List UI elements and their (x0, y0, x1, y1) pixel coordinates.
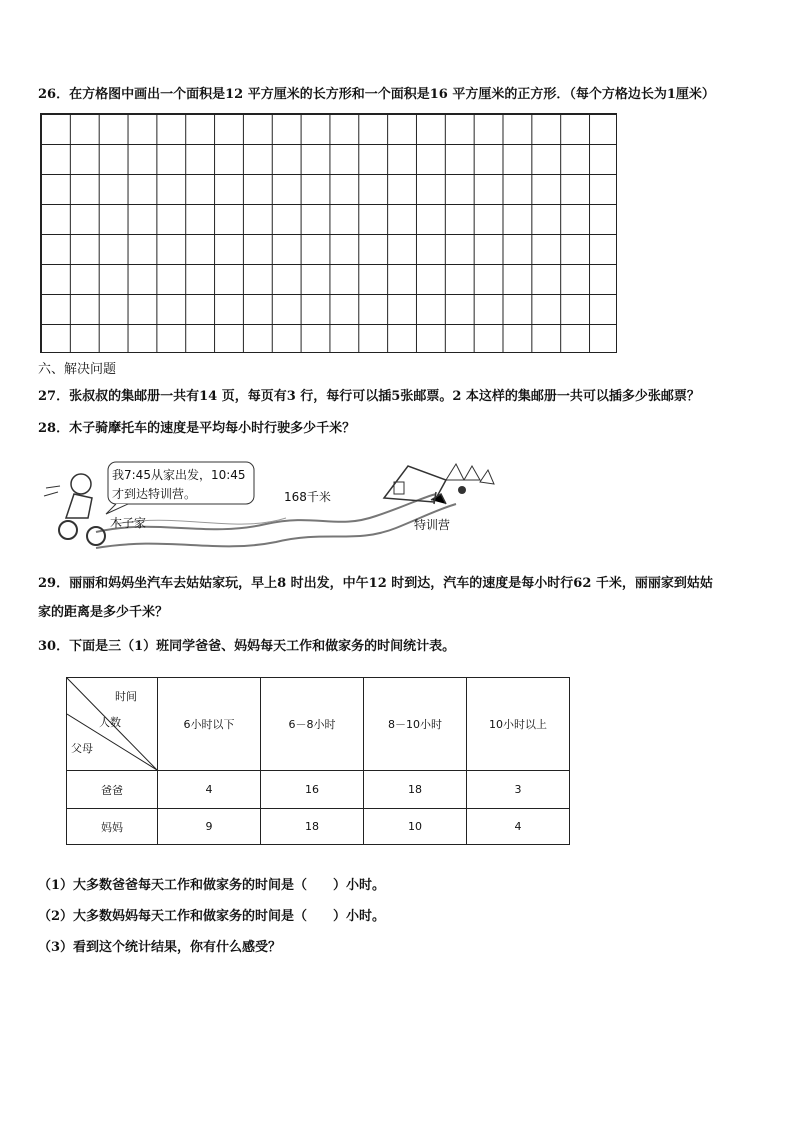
table-cell: 18 (261, 809, 364, 845)
square-grid[interactable] (40, 113, 617, 353)
table-cell: 3 (467, 771, 570, 809)
table-cell: 18 (364, 771, 467, 809)
speech-line-1: 我7:45从家出发，10:45 (112, 468, 246, 482)
table-cell: 10 (364, 809, 467, 845)
row-label: 妈妈 (67, 809, 158, 845)
sub-question-1: （1）大多数爸爸每天工作和做家务的时间是（ ）小时。 (38, 878, 386, 893)
road-drawing (36, 458, 496, 554)
question-28: 28．木子骑摩托车的速度是平均每小时行驶多少千米？ (38, 421, 356, 436)
corner-count: 人数 (99, 716, 121, 729)
question-29-line-2: 家的距离是多少千米？ (38, 605, 169, 620)
question-27: 27．张叔叔的集邮册一共有14 页，每页有3 行，每行可以插5张邮票。2 本这样的集邮册一共可以插多少张邮票？ (38, 389, 700, 404)
section-title: 六、解决问题 (38, 362, 117, 377)
table-row (67, 771, 570, 809)
header-cell: 8－10小时 (364, 678, 467, 771)
header-cell: 10小时以上 (467, 678, 570, 771)
table-row (67, 809, 570, 845)
row-label: 爸爸 (67, 771, 158, 809)
motorcycle-rider-icon (44, 474, 105, 545)
sub-question-2: （2）大多数妈妈每天工作和做家务的时间是（ ）小时。 (38, 909, 386, 924)
header-cell: 6－8小时 (261, 678, 364, 771)
question-29-line-1: 29．丽丽和妈妈坐汽车去姑姑家玩，早上8 时出发，中午12 时到达，汽车的速度是每小时行62 千米，丽丽家到姑姑 (38, 576, 713, 591)
header-cell: 6小时以下 (158, 678, 261, 771)
distance-label: 168千米 (284, 490, 331, 504)
travel-illustration (36, 458, 496, 554)
corner-time: 时间 (115, 690, 137, 703)
table-cell: 16 (261, 771, 364, 809)
question-26: 26．在方格图中画出一个面积是12 平方厘米的长方形和一个面积是16 平方厘米的正方形．（每个方格边长为1厘米） (38, 87, 715, 102)
corner-cell (67, 678, 158, 771)
sub-question-3: （3）看到这个统计结果，你有什么感受？ (38, 940, 282, 955)
home-label: 木子家 (110, 516, 147, 530)
question-30: 30．下面是三（1）班同学爸爸、妈妈每天工作和做家务的时间统计表。 (38, 639, 456, 654)
corner-parent: 父母 (71, 742, 93, 755)
table-cell: 9 (158, 809, 261, 845)
speech-line-2: 才到达特训营。 (112, 487, 197, 501)
table-cell: 4 (467, 809, 570, 845)
stats-table (66, 677, 570, 845)
camp-label: 特训营 (414, 518, 451, 532)
camp-icon (384, 464, 494, 504)
table-header-row (67, 678, 570, 771)
table-cell: 4 (158, 771, 261, 809)
